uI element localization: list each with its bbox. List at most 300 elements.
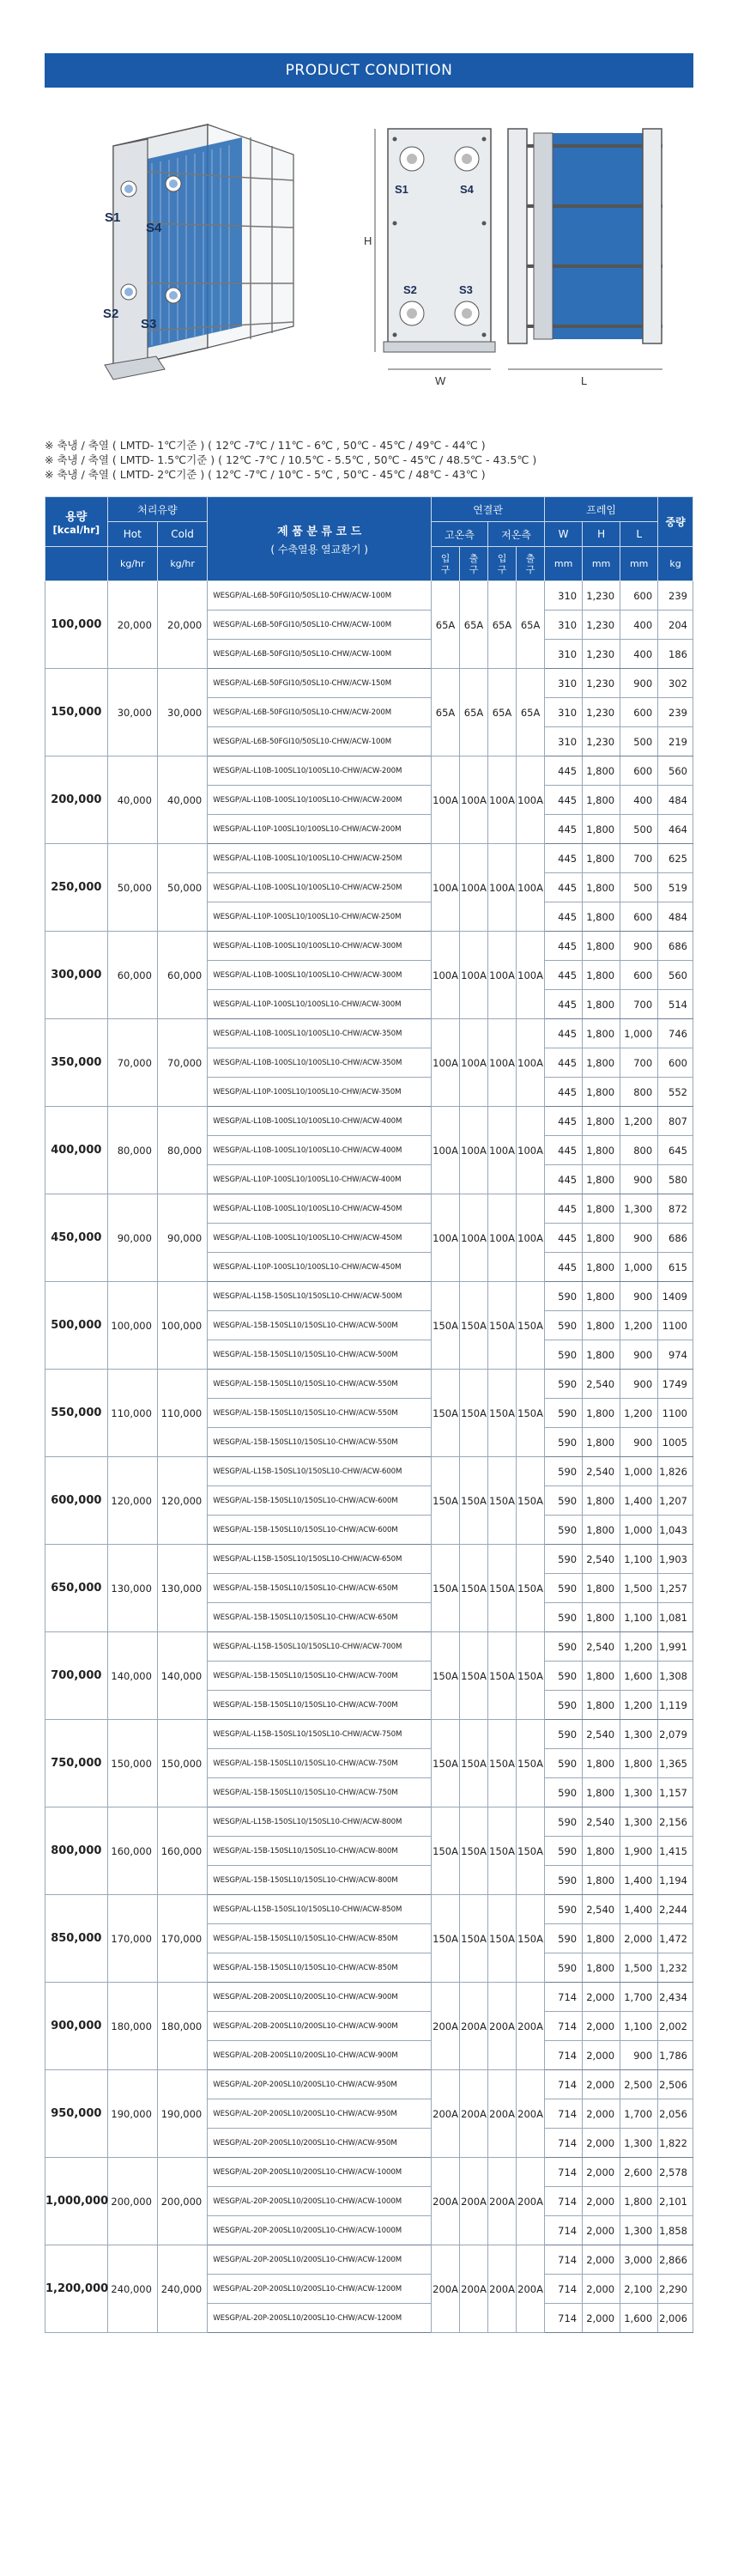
product-code-cell: WESGP/AL-L15B-150SL10/150SL10-CHW/ACW-500M: [208, 1282, 432, 1311]
frame-h-cell: 1,800: [583, 1048, 620, 1078]
capacity-cell: 350,000: [45, 1019, 108, 1107]
cold-flow-cell: 200,000: [157, 2158, 207, 2245]
connection-size-cell: 100A: [517, 756, 545, 844]
frame-w-cell: 590: [545, 1632, 583, 1662]
table-row: [45, 1895, 693, 1924]
table-row: [45, 1019, 693, 1048]
cold-flow-cell: 40,000: [157, 756, 207, 844]
frame-w-cell: 445: [545, 1136, 583, 1165]
connection-size-cell: 100A: [432, 1019, 460, 1107]
frame-h-cell: 1,800: [583, 1224, 620, 1253]
connection-size-cell: 65A: [517, 581, 545, 669]
hot-flow-cell: 40,000: [107, 756, 157, 844]
connection-size-cell: 200A: [488, 2070, 517, 2158]
frame-l-cell: 900: [620, 1224, 658, 1253]
connection-size-cell: 200A: [488, 2245, 517, 2333]
frame-h-cell: 1,230: [583, 640, 620, 669]
frame-w-cell: 590: [545, 1749, 583, 1778]
frame-w-cell: 590: [545, 1545, 583, 1574]
product-code-cell: WESGP/AL-20P-200SL10/200SL10-CHW/ACW-1000M: [208, 2216, 432, 2245]
hot-flow-cell: 90,000: [107, 1194, 157, 1282]
table-row: [45, 1282, 693, 1311]
table-row: [45, 1457, 693, 1486]
frame-w-cell: 590: [545, 1516, 583, 1545]
connection-size-cell: 65A: [488, 581, 517, 669]
frame-h-cell: 2,000: [583, 2129, 620, 2158]
product-code-cell: WESGP/AL-L6B-50FGI10/50SL10-CHW/ACW-100M: [208, 611, 432, 640]
spec-table-body: [45, 581, 693, 2333]
weight-cell: 1,232: [658, 1953, 693, 1983]
weight-cell: 1,119: [658, 1691, 693, 1720]
weight-cell: 807: [658, 1107, 693, 1136]
connection-size-cell: 100A: [517, 1019, 545, 1107]
frame-l-cell: 1,300: [620, 1720, 658, 1749]
table-row: [45, 669, 693, 698]
cold-flow-cell: 90,000: [157, 1194, 207, 1282]
capacity-cell: 1,000,000: [45, 2158, 108, 2245]
connection-size-cell: 150A: [488, 1720, 517, 1807]
product-code-cell: WESGP/AL-L10P-100SL10/100SL10-CHW/ACW-400M: [208, 1165, 432, 1194]
connection-size-cell: 65A: [460, 669, 488, 756]
connection-size-cell: 100A: [460, 1107, 488, 1194]
capacity-cell: 600,000: [45, 1457, 108, 1545]
frame-h-cell: 2,000: [583, 2216, 620, 2245]
frame-h-cell: 2,000: [583, 2041, 620, 2070]
product-code-cell: WESGP/AL-15B-150SL10/150SL10-CHW/ACW-700M: [208, 1691, 432, 1720]
weight-cell: 1,157: [658, 1778, 693, 1807]
frame-h-cell: 1,230: [583, 611, 620, 640]
frame-l-cell: 900: [620, 1282, 658, 1311]
frame-w-cell: 714: [545, 2216, 583, 2245]
hot-flow-cell: 160,000: [107, 1807, 157, 1895]
frame-w-cell: 714: [545, 2245, 583, 2275]
weight-cell: 1,415: [658, 1837, 693, 1866]
frame-w-cell: 714: [545, 2012, 583, 2041]
connection-size-cell: 150A: [488, 1457, 517, 1545]
product-code-cell: WESGP/AL-15B-150SL10/150SL10-CHW/ACW-800M: [208, 1837, 432, 1866]
frame-l-cell: 2,000: [620, 1924, 658, 1953]
product-code-cell: WESGP/AL-L15B-150SL10/150SL10-CHW/ACW-850M: [208, 1895, 432, 1924]
header-product-code: [208, 497, 432, 581]
hot-flow-cell: 70,000: [107, 1019, 157, 1107]
product-code-cell: WESGP/AL-L10B-100SL10/100SL10-CHW/ACW-200M: [208, 786, 432, 815]
frame-w-cell: 714: [545, 2304, 583, 2333]
frame-h-cell: 1,800: [583, 1107, 620, 1136]
frame-l-cell: 1,800: [620, 1749, 658, 1778]
connection-size-cell: 150A: [432, 1545, 460, 1632]
frame-h-cell: 1,800: [583, 1837, 620, 1866]
heat-exchanger-illustration: [45, 112, 693, 395]
product-code-cell: WESGP/AL-L10B-100SL10/100SL10-CHW/ACW-350M: [208, 1048, 432, 1078]
connection-size-cell: 150A: [432, 1632, 460, 1720]
frame-l-cell: 1,400: [620, 1486, 658, 1516]
product-code-cell: WESGP/AL-L6B-50FGI10/50SL10-CHW/ACW-150M: [208, 669, 432, 698]
header-cold: Cold: [157, 522, 207, 547]
port-label-s1-front: S1: [395, 183, 408, 196]
header-high-temp: 고온측: [432, 522, 488, 547]
weight-cell: 560: [658, 961, 693, 990]
connection-size-cell: 100A: [488, 844, 517, 932]
connection-size-cell: 150A: [488, 1632, 517, 1720]
header-frame-h: H: [583, 522, 620, 547]
frame-h-cell: 1,800: [583, 815, 620, 844]
product-code-cell: WESGP/AL-15B-150SL10/150SL10-CHW/ACW-550M: [208, 1399, 432, 1428]
weight-cell: 686: [658, 1224, 693, 1253]
cold-flow-cell: 150,000: [157, 1720, 207, 1807]
table-row: [45, 844, 693, 873]
connection-size-cell: 65A: [517, 669, 545, 756]
weight-cell: 1,365: [658, 1749, 693, 1778]
frame-w-cell: 590: [545, 1866, 583, 1895]
hot-flow-cell: 50,000: [107, 844, 157, 932]
frame-w-cell: 445: [545, 961, 583, 990]
frame-l-cell: 700: [620, 844, 658, 873]
header-frame-w: W: [545, 522, 583, 547]
capacity-cell: 800,000: [45, 1807, 108, 1895]
connection-size-cell: 100A: [432, 844, 460, 932]
weight-cell: 746: [658, 1019, 693, 1048]
frame-w-cell: 590: [545, 1486, 583, 1516]
weight-cell: 2,079: [658, 1720, 693, 1749]
connection-size-cell: 150A: [432, 1720, 460, 1807]
header-outlet-high: 출구: [460, 547, 488, 581]
product-code-cell: WESGP/AL-15B-150SL10/150SL10-CHW/ACW-850M: [208, 1924, 432, 1953]
capacity-cell: 650,000: [45, 1545, 108, 1632]
frame-l-cell: 1,300: [620, 2216, 658, 2245]
cold-flow-cell: 20,000: [157, 581, 207, 669]
connection-size-cell: 100A: [460, 1194, 488, 1282]
frame-l-cell: 1,300: [620, 2129, 658, 2158]
connection-size-cell: 100A: [488, 932, 517, 1019]
product-code-cell: WESGP/AL-L10B-100SL10/100SL10-CHW/ACW-450M: [208, 1224, 432, 1253]
cold-flow-cell: 30,000: [157, 669, 207, 756]
weight-cell: 2,506: [658, 2070, 693, 2099]
product-code-cell: WESGP/AL-20B-200SL10/200SL10-CHW/ACW-900M: [208, 2012, 432, 2041]
connection-size-cell: 150A: [460, 1895, 488, 1983]
frame-w-cell: 590: [545, 1837, 583, 1866]
weight-cell: 302: [658, 669, 693, 698]
connection-size-cell: 100A: [517, 932, 545, 1019]
frame-l-cell: 1,200: [620, 1311, 658, 1340]
frame-w-cell: 445: [545, 1078, 583, 1107]
connection-size-cell: 150A: [432, 1282, 460, 1370]
frame-h-cell: 1,230: [583, 698, 620, 727]
weight-cell: 580: [658, 1165, 693, 1194]
weight-cell: 1,822: [658, 2129, 693, 2158]
connection-size-cell: 100A: [488, 1194, 517, 1282]
weight-cell: 2,101: [658, 2187, 693, 2216]
product-code-cell: WESGP/AL-15B-150SL10/150SL10-CHW/ACW-850M: [208, 1953, 432, 1983]
table-row: [45, 756, 693, 786]
frame-h-cell: 1,800: [583, 1311, 620, 1340]
weight-cell: 519: [658, 873, 693, 902]
frame-w-cell: 590: [545, 1574, 583, 1603]
weight-cell: 2,434: [658, 1983, 693, 2012]
connection-size-cell: 150A: [460, 1545, 488, 1632]
capacity-cell: 500,000: [45, 1282, 108, 1370]
frame-w-cell: 445: [545, 1224, 583, 1253]
capacity-cell: 400,000: [45, 1107, 108, 1194]
frame-h-cell: 1,230: [583, 581, 620, 611]
frame-l-cell: 600: [620, 698, 658, 727]
product-code-cell: WESGP/AL-20P-200SL10/200SL10-CHW/ACW-1200M: [208, 2245, 432, 2275]
product-code-cell: WESGP/AL-L6B-50FGI10/50SL10-CHW/ACW-100M: [208, 727, 432, 756]
frame-l-cell: 400: [620, 640, 658, 669]
connection-size-cell: 100A: [432, 1107, 460, 1194]
frame-l-cell: 1,200: [620, 1632, 658, 1662]
frame-l-cell: 600: [620, 581, 658, 611]
connection-size-cell: 150A: [488, 1895, 517, 1983]
weight-cell: 645: [658, 1136, 693, 1165]
frame-w-cell: 445: [545, 1165, 583, 1194]
frame-l-cell: 1,700: [620, 1983, 658, 2012]
frame-h-cell: 1,800: [583, 1078, 620, 1107]
header-weight-unit: kg: [658, 547, 693, 581]
product-code-cell: WESGP/AL-L10B-100SL10/100SL10-CHW/ACW-300M: [208, 932, 432, 961]
connection-size-cell: 200A: [488, 1983, 517, 2070]
frame-h-cell: 2,000: [583, 2304, 620, 2333]
connection-size-cell: 200A: [517, 1983, 545, 2070]
product-code-cell: WESGP/AL-L10B-100SL10/100SL10-CHW/ACW-200M: [208, 756, 432, 786]
frame-h-cell: 1,800: [583, 1194, 620, 1224]
frame-l-cell: 1,600: [620, 2304, 658, 2333]
frame-l-cell: 1,000: [620, 1019, 658, 1048]
connection-size-cell: 65A: [432, 669, 460, 756]
frame-h-cell: 1,800: [583, 1428, 620, 1457]
connection-size-cell: 200A: [517, 2245, 545, 2333]
frame-l-cell: 1,900: [620, 1837, 658, 1866]
product-code-cell: WESGP/AL-L10P-100SL10/100SL10-CHW/ACW-350M: [208, 1078, 432, 1107]
weight-cell: 1100: [658, 1399, 693, 1428]
connection-size-cell: 150A: [432, 1457, 460, 1545]
connection-size-cell: 100A: [517, 1194, 545, 1282]
frame-h-cell: 1,230: [583, 727, 620, 756]
header-outlet-low: 출구: [517, 547, 545, 581]
weight-cell: 2,244: [658, 1895, 693, 1924]
weight-cell: 239: [658, 581, 693, 611]
table-row: [45, 1720, 693, 1749]
frame-h-cell: 2,000: [583, 2158, 620, 2187]
product-code-cell: WESGP/AL-20P-200SL10/200SL10-CHW/ACW-1000M: [208, 2187, 432, 2216]
port-label-s2-front: S2: [403, 283, 417, 296]
frame-w-cell: 445: [545, 786, 583, 815]
cold-flow-cell: 190,000: [157, 2070, 207, 2158]
frame-h-cell: 1,800: [583, 1165, 620, 1194]
hot-flow-cell: 240,000: [107, 2245, 157, 2333]
frame-l-cell: 1,700: [620, 2099, 658, 2129]
frame-h-cell: 1,800: [583, 1953, 620, 1983]
frame-l-cell: 1,000: [620, 1253, 658, 1282]
connection-size-cell: 150A: [488, 1282, 517, 1370]
cold-flow-cell: 110,000: [157, 1370, 207, 1457]
product-code-cell: WESGP/AL-L15B-150SL10/150SL10-CHW/ACW-600M: [208, 1457, 432, 1486]
frame-h-cell: 2,540: [583, 1895, 620, 1924]
frame-w-cell: 590: [545, 1282, 583, 1311]
weight-cell: 1409: [658, 1282, 693, 1311]
weight-cell: 2,866: [658, 2245, 693, 2275]
frame-h-cell: 1,800: [583, 1778, 620, 1807]
product-code-cell: WESGP/AL-L15B-150SL10/150SL10-CHW/ACW-650M: [208, 1545, 432, 1574]
table-row: [45, 1370, 693, 1399]
header-l-unit: mm: [620, 547, 658, 581]
weight-cell: 1749: [658, 1370, 693, 1399]
cold-flow-cell: 80,000: [157, 1107, 207, 1194]
table-row: [45, 932, 693, 961]
frame-l-cell: 1,300: [620, 1807, 658, 1837]
frame-w-cell: 590: [545, 1399, 583, 1428]
product-code-cell: WESGP/AL-20B-200SL10/200SL10-CHW/ACW-900M: [208, 1983, 432, 2012]
frame-w-cell: 445: [545, 1019, 583, 1048]
frame-h-cell: 1,800: [583, 1486, 620, 1516]
frame-l-cell: 1,500: [620, 1953, 658, 1983]
frame-l-cell: 500: [620, 727, 658, 756]
frame-h-cell: 1,800: [583, 1340, 620, 1370]
header-inlet-high: 입구: [432, 547, 460, 581]
connection-size-cell: 200A: [432, 1983, 460, 2070]
heat-exchanger-3d-drawing: [105, 125, 293, 380]
frame-h-cell: 1,800: [583, 1749, 620, 1778]
frame-h-cell: 2,540: [583, 1545, 620, 1574]
frame-h-cell: 2,540: [583, 1370, 620, 1399]
cold-flow-cell: 240,000: [157, 2245, 207, 2333]
connection-size-cell: 200A: [432, 2158, 460, 2245]
product-code-cell: WESGP/AL-15B-150SL10/150SL10-CHW/ACW-600M: [208, 1486, 432, 1516]
header-inlet-low: 입구: [488, 547, 517, 581]
weight-cell: 1,858: [658, 2216, 693, 2245]
frame-l-cell: 900: [620, 669, 658, 698]
frame-w-cell: 310: [545, 611, 583, 640]
connection-size-cell: 100A: [460, 932, 488, 1019]
connection-size-cell: 150A: [460, 1370, 488, 1457]
connection-size-cell: 150A: [432, 1807, 460, 1895]
frame-h-cell: 1,800: [583, 1691, 620, 1720]
frame-l-cell: 900: [620, 1370, 658, 1399]
hot-flow-cell: 170,000: [107, 1895, 157, 1983]
hot-flow-cell: 190,000: [107, 2070, 157, 2158]
weight-cell: 1,991: [658, 1632, 693, 1662]
header-h-unit: mm: [583, 547, 620, 581]
frame-h-cell: 2,000: [583, 2070, 620, 2099]
frame-l-cell: 1,200: [620, 1691, 658, 1720]
table-row: [45, 1807, 693, 1837]
connection-size-cell: 150A: [488, 1545, 517, 1632]
table-row: [45, 1194, 693, 1224]
weight-cell: 1,472: [658, 1924, 693, 1953]
port-label-s2-3d: S2: [103, 307, 119, 321]
product-code-cell: WESGP/AL-20P-200SL10/200SL10-CHW/ACW-950M: [208, 2129, 432, 2158]
port-label-s1-3d: S1: [105, 210, 121, 225]
table-row: [45, 2245, 693, 2275]
frame-w-cell: 590: [545, 1662, 583, 1691]
hot-flow-cell: 20,000: [107, 581, 157, 669]
frame-l-cell: 2,600: [620, 2158, 658, 2187]
weight-cell: 2,006: [658, 2304, 693, 2333]
frame-h-cell: 1,800: [583, 961, 620, 990]
weight-cell: 1,308: [658, 1662, 693, 1691]
connection-size-cell: 100A: [488, 1019, 517, 1107]
capacity-cell: 900,000: [45, 1983, 108, 2070]
frame-w-cell: 445: [545, 873, 583, 902]
connection-size-cell: 150A: [460, 1632, 488, 1720]
frame-h-cell: 1,800: [583, 902, 620, 932]
weight-cell: 600: [658, 1048, 693, 1078]
header-hot-unit: kg/hr: [107, 547, 157, 581]
frame-h-cell: 2,540: [583, 1807, 620, 1837]
frame-l-cell: 1,200: [620, 1107, 658, 1136]
connection-size-cell: 150A: [517, 1370, 545, 1457]
frame-l-cell: 600: [620, 756, 658, 786]
capacity-cell: 150,000: [45, 669, 108, 756]
table-row: [45, 581, 693, 611]
frame-l-cell: 900: [620, 1428, 658, 1457]
capacity-cell: 850,000: [45, 1895, 108, 1983]
frame-w-cell: 445: [545, 844, 583, 873]
connection-size-cell: 150A: [488, 1370, 517, 1457]
frame-w-cell: 714: [545, 2041, 583, 2070]
hot-flow-cell: 30,000: [107, 669, 157, 756]
cold-flow-cell: 160,000: [157, 1807, 207, 1895]
header-cold-unit: kg/hr: [157, 547, 207, 581]
weight-cell: 1,043: [658, 1516, 693, 1545]
product-code-cell: WESGP/AL-L10P-100SL10/100SL10-CHW/ACW-300M: [208, 990, 432, 1019]
product-code-cell: WESGP/AL-15B-150SL10/150SL10-CHW/ACW-700M: [208, 1662, 432, 1691]
connection-size-cell: 100A: [517, 1107, 545, 1194]
connection-size-cell: 150A: [517, 1720, 545, 1807]
product-code-cell: WESGP/AL-L10B-100SL10/100SL10-CHW/ACW-400M: [208, 1107, 432, 1136]
connection-size-cell: 200A: [517, 2070, 545, 2158]
frame-l-cell: 900: [620, 2041, 658, 2070]
hot-flow-cell: 180,000: [107, 1983, 157, 2070]
header-capacity-label: 용량: [65, 511, 88, 524]
connection-size-cell: 150A: [432, 1895, 460, 1983]
connection-size-cell: 150A: [460, 1282, 488, 1370]
product-code-cell: WESGP/AL-20P-200SL10/200SL10-CHW/ACW-1000M: [208, 2158, 432, 2187]
capacity-cell: 100,000: [45, 581, 108, 669]
frame-w-cell: 714: [545, 1983, 583, 2012]
header-low-temp: 저온측: [488, 522, 545, 547]
frame-w-cell: 714: [545, 2158, 583, 2187]
connection-size-cell: 150A: [517, 1807, 545, 1895]
weight-cell: 625: [658, 844, 693, 873]
connection-size-cell: 150A: [460, 1720, 488, 1807]
weight-cell: 219: [658, 727, 693, 756]
connection-size-cell: 150A: [517, 1457, 545, 1545]
frame-w-cell: 590: [545, 1340, 583, 1370]
frame-h-cell: 1,800: [583, 990, 620, 1019]
connection-size-cell: 150A: [517, 1895, 545, 1983]
frame-w-cell: 445: [545, 932, 583, 961]
connection-size-cell: 65A: [460, 581, 488, 669]
product-code-cell: WESGP/AL-L10P-100SL10/100SL10-CHW/ACW-450M: [208, 1253, 432, 1282]
frame-w-cell: 590: [545, 1370, 583, 1399]
frame-h-cell: 1,800: [583, 756, 620, 786]
frame-l-cell: 1,100: [620, 1603, 658, 1632]
weight-cell: 1,081: [658, 1603, 693, 1632]
product-code-cell: WESGP/AL-15B-150SL10/150SL10-CHW/ACW-600M: [208, 1516, 432, 1545]
dim-label-height: H: [364, 234, 372, 247]
product-code-cell: WESGP/AL-L15B-150SL10/150SL10-CHW/ACW-750M: [208, 1720, 432, 1749]
hot-flow-cell: 80,000: [107, 1107, 157, 1194]
connection-size-cell: 150A: [432, 1370, 460, 1457]
frame-h-cell: 1,800: [583, 1136, 620, 1165]
weight-cell: 1,786: [658, 2041, 693, 2070]
frame-l-cell: 600: [620, 902, 658, 932]
dim-label-width: W: [435, 374, 446, 387]
frame-h-cell: 2,000: [583, 1983, 620, 2012]
table-row: [45, 1545, 693, 1574]
condition-notes: [45, 438, 693, 482]
weight-cell: 2,290: [658, 2275, 693, 2304]
